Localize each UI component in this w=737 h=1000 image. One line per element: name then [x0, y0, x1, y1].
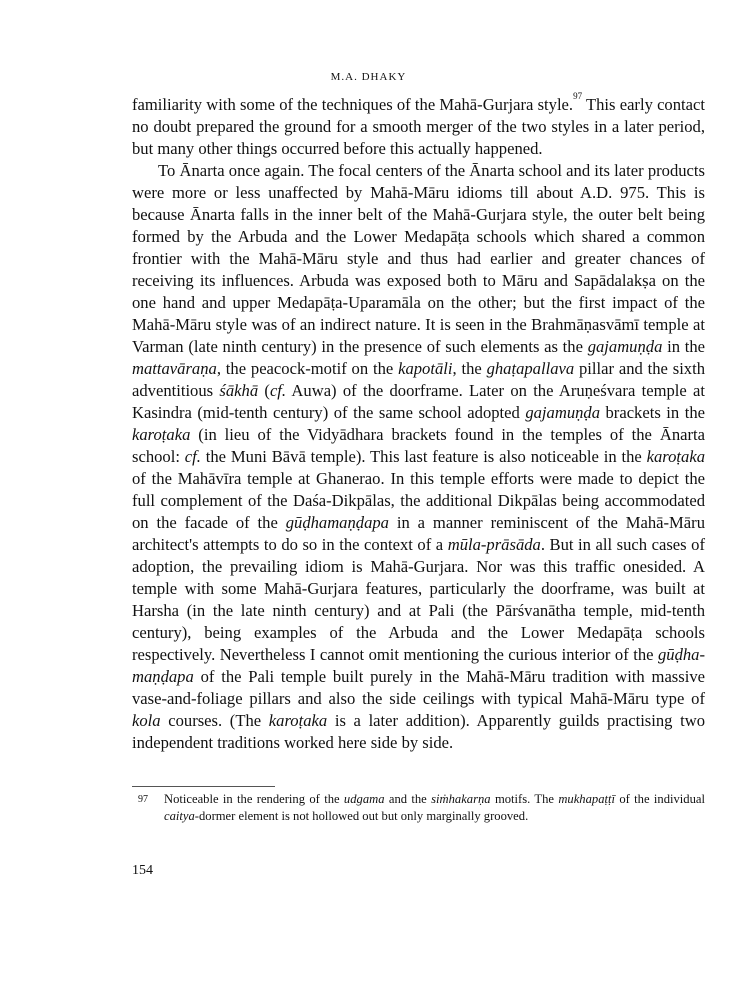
footnote-number: 97 — [138, 794, 148, 805]
main-text — [132, 91, 706, 754]
paragraph-1: familiarity with some of the techniques of the Mahā-Gurjara style.$^{97}$ This early contact no doubt prepared the ground for a smooth merger of the two styles in a later period, but many other things occurred before this actually happened. — [132, 91, 705, 158]
paragraph-2: To Ānarta once again. The focal centers of the Ānarta school and its later products were more or less unaffected by Mahā-Māru idioms till about A.D. 975. This is because Ānarta falls in the inner belt of the Mahā-Gurjara style, the outer belt being formed by the Arbuda and the Lower Medapāṭa schools which shared a common frontier with the Mahā-Māru style and thus had earlier and greater chances of receiving its influences. Arbuda was exposed both to Māru and Sapādalakṣa on the one hand and upper Medapāṭa-Uparamāla on the other; but the first impact of the Mahā-Māru style was of an indirect nature. It is seen in the Brahmāṇasvāmī temple at Varman (late ninth century) in the presence of such elements as the gajamuṇḍa in the mattavāraṇa, the peacock-motif on the kapotāli, the ghaṭapallava pillar and the sixth adventitious śākhā (cf. Auwa) of the doorframe. Later on the Aruṇeśvara temple at Kasindra (mid-tenth century) of the same school adopted gajamuṇḍa brackets in the karoṭaka (in lieu of the Vidyādhara brackets found in the temples of the Ānarta school: cf. the Muni Bāvā temple). This last feature is also noticeable in the karoṭaka of the Mahāvīra temple at Ghanerao. In this temple efforts were made to depict the full complement of the Daśa-Dikpālas, the additional Dikpālas being accommodated on the facade of the gūḍhamaṇḍapa in a manner reminiscent of the Mahā-Māru architect's attempts to do so in the context of a mūla-prāsāda. But in all such cases of adoption, the prevailing idiom is Mahā-Gurjara. Nor was this traffic onesided. A temple with some Mahā-Gurjara features, particularly the doorframe, was built at Harsha (in the late ninth century) and at Pali (the Pārśvanātha temple, mid-tenth century), being examples of the Arbuda and the Lower Medapāṭa schools respectively. Nevertheless I cannot omit mentioning the curious interior of the gūḍha-maṇḍapa of the Pali temple built purely in the Mahā-Māru tradition with massive vase-and-foliage pillars and also the side ceilings with typical Mahā-Māru type of kola courses. (The karoṭaka is a later addition). Apparently guilds practising two independent traditions worked here side by side. — [132, 161, 706, 752]
footnote-reference: 97 — [573, 91, 583, 101]
running-header: M.A. DHAKY — [330, 71, 407, 83]
footnote-97: 97 Noticeable in the rendering of the udgama and the siṁhakarṇa motifs. The mukhapaṭṭī of the individual caitya-dormer element is not hollowed out but only marginally grooved. — [138, 792, 705, 823]
footnote-rule — [132, 786, 275, 787]
page-number: 154 — [132, 863, 153, 878]
